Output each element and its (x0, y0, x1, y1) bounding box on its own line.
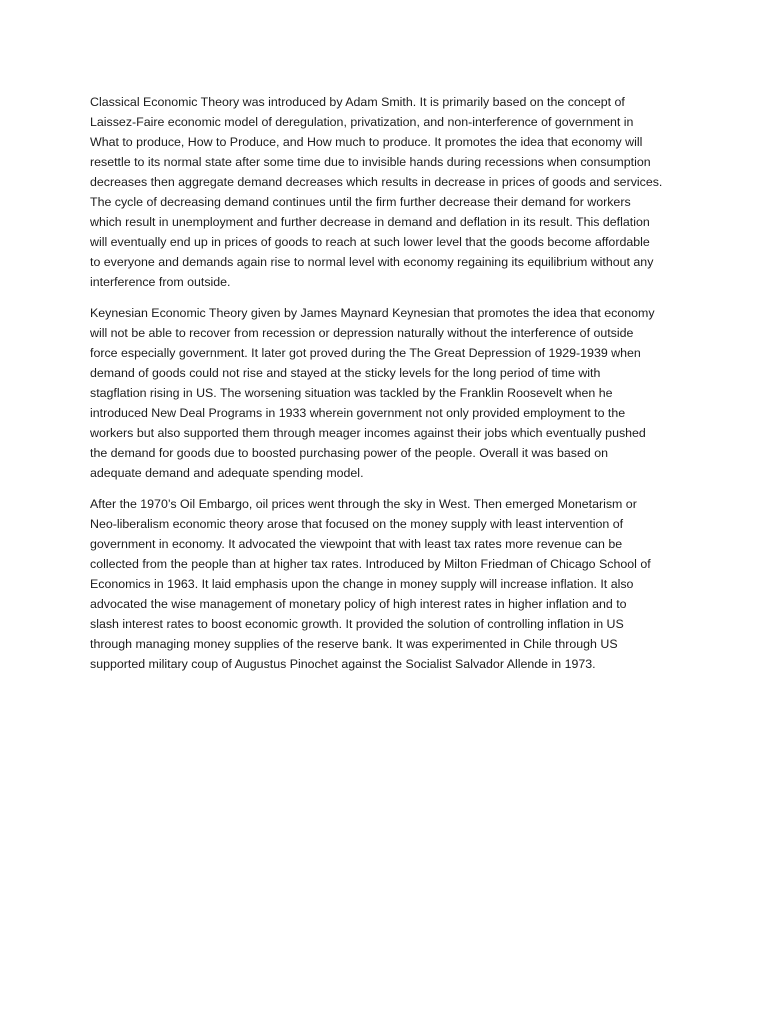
text-line: What to produce, How to Produce, and How much to produce. It promotes the idea that economy will (90, 135, 643, 149)
text-line: stagflation rising in US. The worsening situation was tackled by the Franklin Roosevelt when he (90, 386, 613, 400)
text-line: will not be able to recover from recession or depression naturally without the interference of outside (90, 326, 634, 340)
text-line: collected from the people than at higher tax rates. Introduced by Milton Friedman of Chicago School of (90, 557, 651, 571)
text-line: to everyone and demands again rise to normal level with economy regaining its equilibrium without any (90, 255, 654, 269)
text-line: demand of goods could not rise and stayed at the sticky levels for the long period of time with (90, 366, 601, 380)
text-line: supported military coup of Augustus Pinochet against the Socialist Salvador Allende in 1973. (90, 657, 596, 671)
text-line: Keynesian Economic Theory given by James Maynard Keynesian that promotes the idea that economy (90, 306, 655, 320)
text-line: introduced New Deal Programs in 1933 wherein government not only provided employment to the (90, 406, 626, 420)
text-line: the demand for goods due to boosted purchasing power of the people. Overall it was based on (90, 446, 608, 460)
text-line: interference from outside. (90, 275, 231, 289)
paragraph-keynesian-theory (90, 303, 680, 483)
text-line: force especially government. It later got proved during the The Great Depression of 1929-1939 when (90, 346, 641, 360)
text-line: The cycle of decreasing demand continues until the firm further decrease their demand for workers (90, 195, 631, 209)
text-line: workers but also supported them through meager incomes against their jobs which eventually pushed (90, 426, 646, 440)
document-body (90, 92, 680, 685)
text-line: adequate demand and adequate spending model. (90, 466, 364, 480)
text-line: Economics in 1963. It laid emphasis upon the change in money supply will increase inflation. It also (90, 577, 634, 591)
text-line: After the 1970’s Oil Embargo, oil prices went through the sky in West. Then emerged Monetarism or (90, 497, 637, 511)
text-line: Neo-liberalism economic theory arose that focused on the money supply with least intervention of (90, 517, 624, 531)
paragraph-classical-theory (90, 92, 680, 292)
text-line: will eventually end up in prices of goods to reach at such lower level that the goods become affordable (90, 235, 650, 249)
text-line: resettle to its normal state after some time due to invisible hands during recessions when consumption (90, 155, 651, 169)
text-line: which result in unemployment and further decrease in demand and deflation in its result. This deflation (90, 215, 650, 229)
text-line: Classical Economic Theory was introduced by Adam Smith. It is primarily based on the concept of (90, 95, 625, 109)
text-line: Laissez-Faire economic model of deregulation, privatization, and non-interference of government in (90, 115, 634, 129)
text-line: decreases then aggregate demand decreases which results in decrease in prices of goods and services. (90, 175, 663, 189)
text-line: advocated the wise management of monetary policy of high interest rates in higher inflation and to (90, 597, 627, 611)
paragraph-monetarism-theory (90, 494, 680, 674)
text-line: slash interest rates to boost economic growth. It provided the solution of controlling inflation in US (90, 617, 624, 631)
text-line: government in economy. It advocated the viewpoint that with least tax rates more revenue can be (90, 537, 623, 551)
text-line: through managing money supplies of the reserve bank. It was experimented in Chile through US (90, 637, 618, 651)
